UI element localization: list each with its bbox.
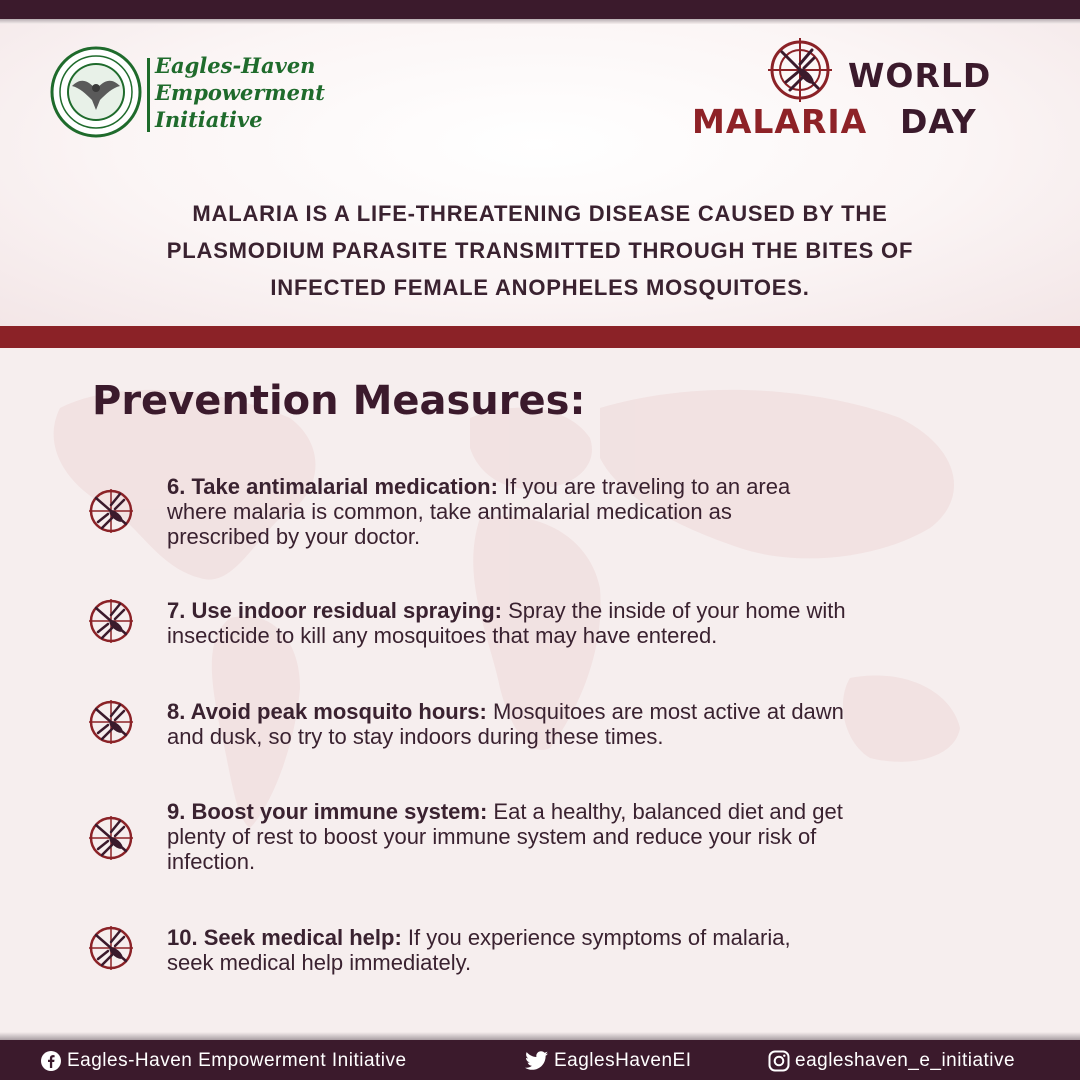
measure-line: infection. (167, 849, 256, 874)
measure-text (167, 925, 1007, 975)
measure-text (167, 474, 1007, 549)
red-divider-band (0, 326, 1080, 348)
twitter-icon (525, 1051, 549, 1071)
measure-heading: 8. Avoid peak mosquito hours: (167, 699, 487, 724)
brand-name-line: Initiative (155, 107, 263, 132)
top-bar (0, 0, 1080, 19)
measure-heading: 7. Use indoor residual spraying: (167, 598, 502, 623)
measure-heading: 6. Take antimalarial medication: (167, 474, 498, 499)
measure-line: prescribed by your doctor. (167, 524, 421, 549)
brand-name-line: Eagles-Haven (155, 53, 316, 78)
measure-text (167, 699, 1007, 749)
campaign-world: WORLD (848, 56, 992, 95)
mosquito-icon (88, 488, 134, 534)
intro-line: MALARIA IS A LIFE-THREATENING DISEASE CAUSED BY THE (192, 201, 888, 226)
campaign-malaria: MALARIA (692, 102, 868, 141)
malaria-definition (90, 195, 990, 306)
measure-heading: 10. Seek medical help: (167, 925, 402, 950)
measure-line: where malaria is common, take antimalarial medication as (167, 499, 732, 524)
brand-name (155, 52, 325, 133)
mosquito-icon (88, 598, 134, 644)
measure-line: If you are traveling to an area (497, 474, 791, 499)
facebook-handle[interactable] (40, 1050, 407, 1072)
measure-line: insecticide to kill any mosquitoes that may have entered. (167, 623, 718, 648)
measure-line: plenty of rest to boost your immune system and reduce your risk of (167, 824, 817, 849)
measure-line: Spray the inside of your home with (501, 598, 846, 623)
mosquito-target-icon (768, 38, 832, 102)
campaign-day: DAY (900, 102, 977, 141)
eagle-logo (50, 46, 142, 138)
social-footer (0, 1040, 1080, 1080)
mosquito-icon (88, 925, 134, 971)
mosquito-icon (88, 815, 134, 861)
world-malaria-day-mark (690, 38, 1010, 143)
instagram-handle[interactable] (768, 1050, 1015, 1072)
measure-line: and dusk, so try to stay indoors during these times. (167, 724, 664, 749)
measure-line: seek medical help immediately. (167, 950, 472, 975)
intro-line: INFECTED FEMALE ANOPHELES MOSQUITOES. (270, 275, 810, 300)
measure-line: Mosquitoes are most active at dawn (486, 699, 844, 724)
measure-line: If you experience symptoms of malaria, (401, 925, 791, 950)
mosquito-icon (88, 699, 134, 745)
logo-divider (147, 58, 150, 132)
measure-text (167, 799, 1007, 874)
intro-line: PLASMODIUM PARASITE TRANSMITTED THROUGH THE BITES OF (166, 238, 914, 263)
facebook-icon (40, 1050, 62, 1072)
measure-text (167, 598, 1007, 648)
measure-heading: 9. Boost your immune system: (167, 799, 488, 824)
measure-line: Eat a healthy, balanced diet and get (487, 799, 843, 824)
twitter-label: EaglesHavenEI (554, 1050, 692, 1071)
brand-name-line: Empowerment (155, 80, 325, 105)
facebook-label: Eagles-Haven Empowerment Initiative (67, 1050, 407, 1071)
section-title: Prevention Measures: (92, 378, 586, 424)
instagram-label: eagleshaven_e_initiative (795, 1050, 1016, 1071)
instagram-icon (768, 1050, 790, 1072)
twitter-handle[interactable] (525, 1050, 691, 1072)
